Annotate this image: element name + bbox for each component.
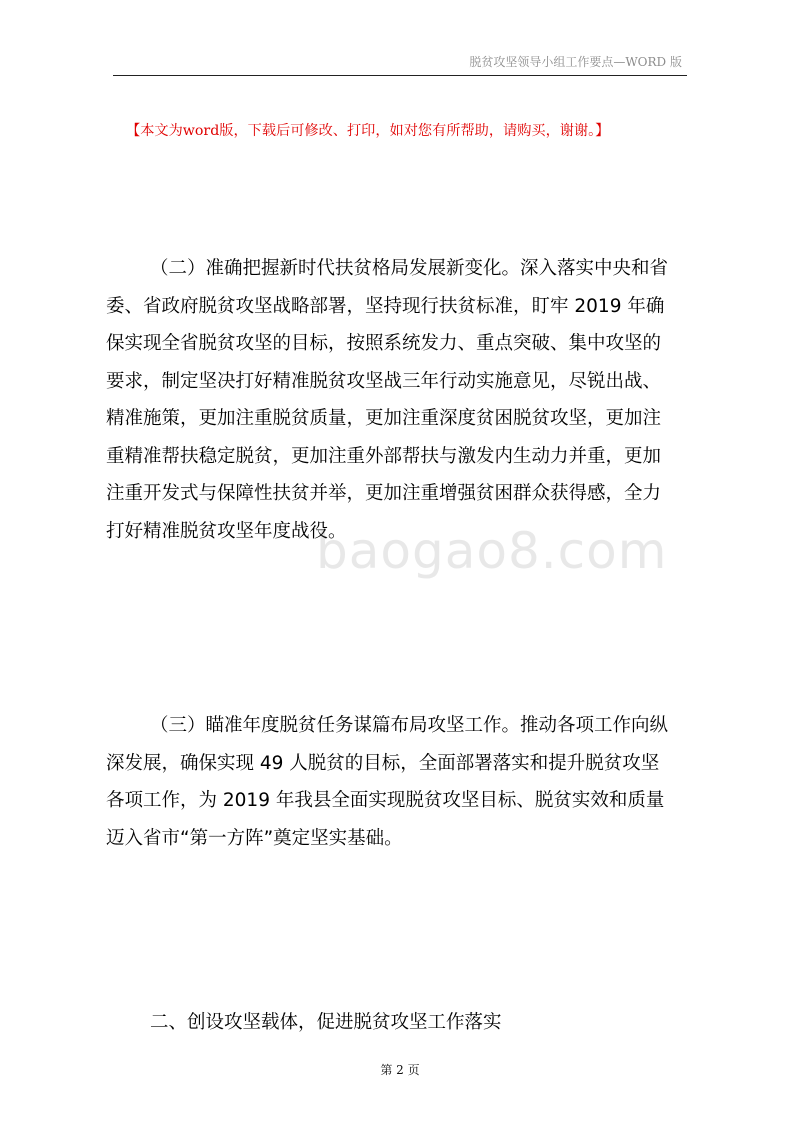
paragraph-line: 迈入省市“第一方阵”奠定坚实基础。 bbox=[106, 827, 403, 849]
paragraph-line: 要求，制定坚决打好精准脱贫攻坚战三年行动实施意见，尽锐出战、 bbox=[106, 370, 662, 392]
page-number: 第 2 页 bbox=[380, 1063, 420, 1077]
paragraph-line: 重精准帮扶稳定脱贫，更加注重外部帮扶与激发内生动力并重，更加 bbox=[106, 445, 662, 467]
section-two-paragraph bbox=[106, 250, 695, 550]
paragraph-line: 委、省政府脱贫攻坚战略部署，坚持现行扶贫标准，盯牢 2019 年确 bbox=[106, 295, 665, 317]
purchase-notice: 【本文为word版，下载后可修改、打印，如对您有所帮助，请购买，谢谢。】 bbox=[126, 123, 610, 139]
paragraph-line: 保实现全省脱贫攻坚的目标，按照系统发力、重点突破、集中攻坚的 bbox=[106, 333, 662, 354]
paragraph-line: 精准施策，更加注重脱贫质量，更加注重深度贫困脱贫攻坚，更加注 bbox=[106, 408, 662, 429]
site-watermark: baogao8.com bbox=[316, 522, 668, 580]
header-divider bbox=[113, 75, 687, 76]
section-three-paragraph bbox=[106, 707, 695, 857]
paragraph-line: 各项工作，为 2019 年我县全面实现脱贫攻坚目标、脱贫实效和质量 bbox=[106, 790, 665, 811]
paragraph-line: 深发展，确保实现 49 人脱贫的目标，全面部署落实和提升脱贫攻坚 bbox=[106, 752, 660, 774]
paragraph-line: 打好精准脱贫攻坚年度战役。 bbox=[106, 520, 347, 542]
paragraph-line: （二）准确把握新时代扶贫格局发展新变化。深入落实中央和省 bbox=[150, 258, 669, 279]
heading-text: 二、创设攻坚载体，促进脱贫攻坚工作落实 bbox=[150, 1012, 502, 1033]
section-heading bbox=[150, 1004, 695, 1042]
paragraph-line: （三）瞄准年度脱贫任务谋篇布局攻坚工作。推动各项工作向纵 bbox=[150, 715, 669, 736]
running-header: 脱贫攻坚领导小组工作要点—WORD 版 bbox=[469, 55, 682, 69]
paragraph-line: 注重开发式与保障性扶贫并举，更加注重增强贫困群众获得感，全力 bbox=[106, 483, 662, 504]
